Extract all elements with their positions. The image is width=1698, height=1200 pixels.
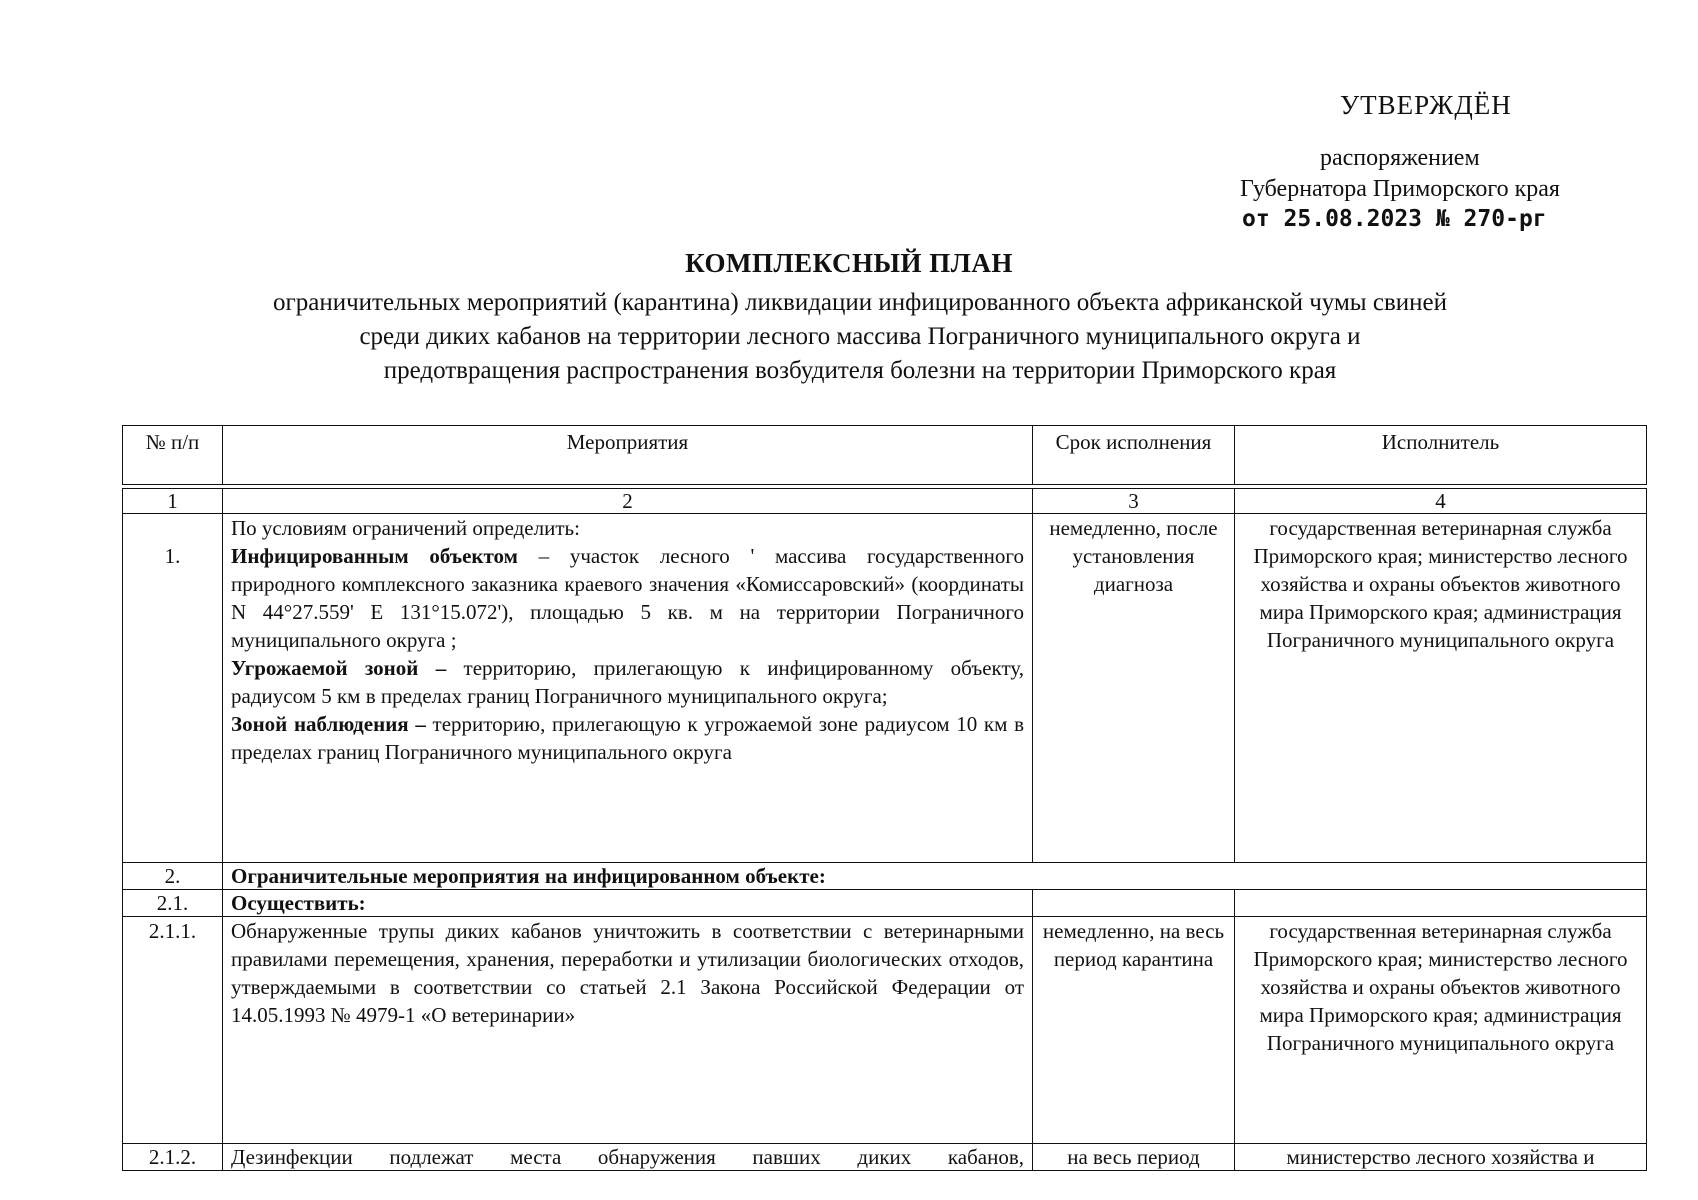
header-executor: Исполнитель bbox=[1235, 426, 1647, 485]
measure-intro: По условиям ограничений определить: bbox=[231, 516, 580, 540]
column-number: 4 bbox=[1235, 489, 1647, 514]
table-row bbox=[123, 890, 1647, 917]
table-row bbox=[123, 863, 1647, 890]
term-text: – участок лесного ' массива государственного природного комплексного заказника краевого значения «Комиссаровский» (координаты N 44°27.559' E 131°15.072'), площадью 5 кв. м на территории Пограничного муниципального округа ; bbox=[231, 544, 1024, 652]
row-term: немедленно, после установления диагноза bbox=[1033, 514, 1235, 863]
term-text: территорию, прилегающую к угрожаемой зоне радиусом 10 км в пределах границ Пограничного муниципального округа bbox=[231, 712, 1025, 764]
approval-word: УТВЕРЖДЁН bbox=[1340, 90, 1512, 120]
empty-cell bbox=[1235, 890, 1647, 917]
row-executor: государственная ветеринарная служба Приморского края; министерство лесного хозяйства и охраны объектов животного мира Приморского края; администрация Пограничного муниципального округа bbox=[1235, 514, 1647, 863]
measure-paragraph bbox=[231, 710, 1024, 766]
row-executor: министерство лесного хозяйства и bbox=[1235, 1144, 1647, 1171]
row-number: 2.1.2. bbox=[123, 1144, 223, 1171]
subtitle-line: предотвращения распространения возбудителя болезни на территории Приморского края bbox=[383, 357, 1337, 384]
row-measure: Обнаруженные трупы диких кабанов уничтожить в соответствии с ветеринарными правилами перемещения, хранения, переработки и утилизации биологических отходов, утверждаемыми в соответствии со статьей 2.1 Закона Российской Федерации от 14.05.1993 № 4979-1 «О ветеринарии» bbox=[223, 917, 1033, 1144]
document-subtitle bbox=[150, 286, 1570, 388]
subtitle-line: среди диких кабанов на территории лесного массива Пограничного муниципального округа и bbox=[359, 323, 1361, 350]
row-executor: государственная ветеринарная служба Приморского края; министерство лесного хозяйства и охраны объектов животного мира Приморского края; администрация Пограничного муниципального округа bbox=[1235, 917, 1647, 1144]
row-measure: Дезинфекции подлежат места обнаружения павших диких кабанов, bbox=[223, 1144, 1033, 1171]
column-number: 2 bbox=[223, 489, 1033, 514]
table-row bbox=[123, 917, 1647, 1144]
empty-cell bbox=[1033, 890, 1235, 917]
row-number: 1. bbox=[123, 514, 223, 863]
column-number-row bbox=[123, 489, 1647, 514]
approval-date-number: от 25.08.2023 № 270-рг bbox=[1242, 206, 1547, 232]
column-number: 3 bbox=[1033, 489, 1235, 514]
term-label: Зоной наблюдения – bbox=[231, 712, 426, 736]
row-term: немедленно, на весь период карантина bbox=[1033, 917, 1235, 1144]
term-text: территорию, прилегающую к инфицированному объекту, радиусом 5 км в пределах границ Пограничного муниципального округа; bbox=[231, 656, 1024, 708]
term-label: Инфицированным объектом bbox=[231, 544, 518, 568]
term-label: Угрожаемой зоной – bbox=[231, 656, 447, 680]
row-number: 2.1. bbox=[123, 890, 223, 917]
row-number: 2.1.1. bbox=[123, 917, 223, 1144]
measure-paragraph bbox=[231, 654, 1024, 710]
measure-paragraph bbox=[231, 542, 1024, 654]
row-number: 2. bbox=[123, 863, 223, 890]
table-row bbox=[123, 514, 1647, 863]
subtitle-line: ограничительных мероприятий (карантина) ликвидации инфицированного объекта африканской чумы свиней bbox=[273, 289, 1447, 316]
approval-governor: Губернатора Приморского края bbox=[1240, 176, 1560, 202]
approval-by: распоряжением bbox=[1320, 145, 1480, 171]
section-heading: Осуществить: bbox=[223, 890, 1033, 917]
document-title: КОМПЛЕКСНЫЙ ПЛАН bbox=[685, 248, 1013, 278]
row-measure bbox=[223, 514, 1033, 863]
section-heading: Ограничительные мероприятия на инфицированном объекте: bbox=[223, 863, 1647, 890]
header-measures: Мероприятия bbox=[223, 426, 1033, 485]
column-number: 1 bbox=[123, 489, 223, 514]
table-row bbox=[123, 1144, 1647, 1171]
row-term: на весь период bbox=[1033, 1144, 1235, 1171]
header-number: № п/п bbox=[123, 426, 223, 485]
table-header-row bbox=[123, 426, 1647, 485]
header-term: Срок исполнения bbox=[1033, 426, 1235, 485]
plan-table bbox=[122, 425, 1647, 1171]
